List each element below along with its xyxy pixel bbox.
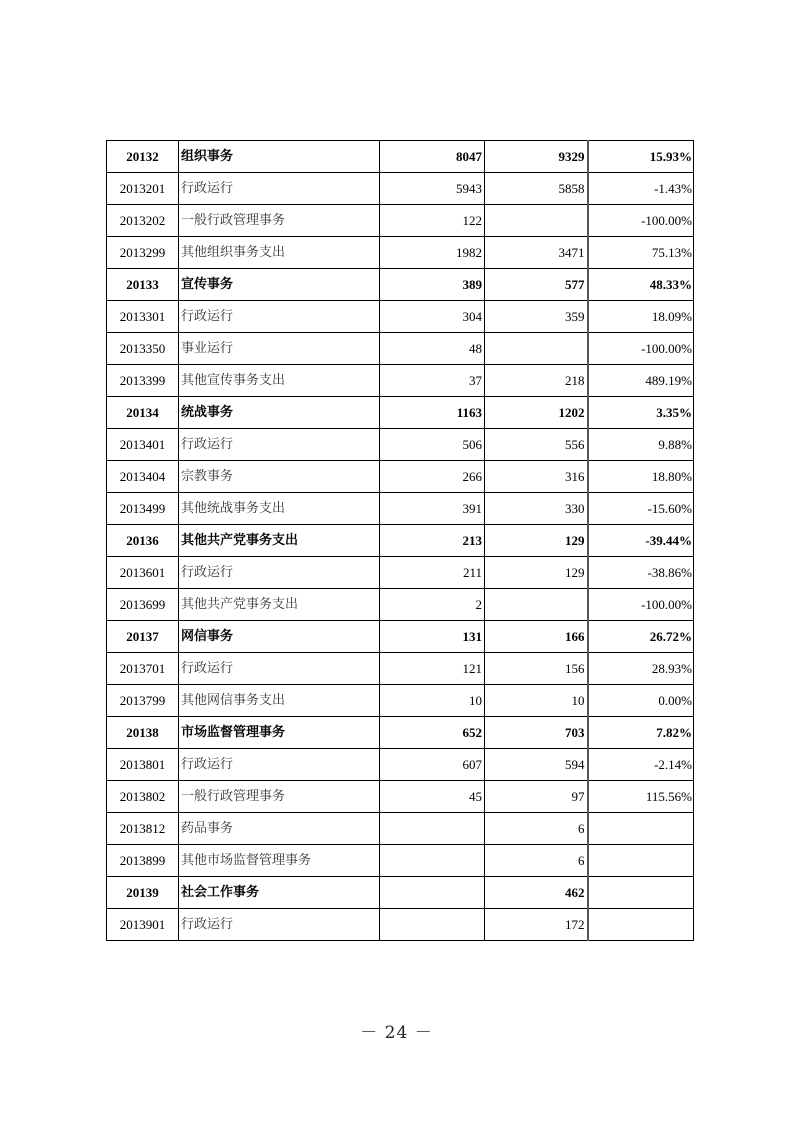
change-percent-text: -1.43% (654, 180, 692, 196)
current-year-value-text: 6 (578, 820, 585, 836)
change-percent-text: -15.60% (647, 500, 692, 516)
current-year-value-text: 166 (565, 628, 585, 644)
current-year-value-cell (485, 461, 588, 493)
current-year-value-cell (485, 877, 588, 909)
item-name-text: 其他网信事务支出 (181, 693, 286, 708)
prior-year-value-cell (380, 269, 485, 301)
page-number: － 24 － (360, 1023, 433, 1043)
prior-year-value-text: 48 (469, 340, 482, 356)
prior-year-value-text: 1163 (456, 404, 482, 420)
item-row (107, 781, 694, 813)
change-percent-text: 3.35% (656, 404, 692, 420)
change-percent-cell (588, 877, 694, 909)
account-code-text: 2013802 (119, 788, 166, 804)
account-code-cell (107, 685, 179, 717)
account-code-text: 2013812 (119, 820, 166, 836)
current-year-value-cell (485, 749, 588, 781)
account-code-cell (107, 717, 179, 749)
current-year-value-cell (485, 845, 588, 877)
item-row (107, 461, 694, 493)
prior-year-value-text: 389 (462, 276, 482, 292)
item-row (107, 429, 694, 461)
prior-year-value-text: 8047 (456, 148, 482, 164)
change-percent-text: -2.14% (654, 756, 692, 772)
item-name-cell (179, 493, 380, 525)
current-year-value-text: 218 (565, 372, 585, 388)
item-row (107, 365, 694, 397)
item-name-cell (179, 269, 380, 301)
account-code-cell (107, 557, 179, 589)
item-name-text: 网信事务 (181, 629, 234, 644)
account-code-text: 2013201 (119, 180, 166, 196)
item-row (107, 333, 694, 365)
item-name-text: 药品事务 (181, 821, 234, 836)
current-year-value-cell (485, 429, 588, 461)
change-percent-cell (588, 269, 694, 301)
account-code-cell (107, 301, 179, 333)
account-code-text: 20137 (126, 628, 159, 644)
prior-year-value-cell (380, 333, 485, 365)
current-year-value-cell (485, 653, 588, 685)
item-name-cell (179, 653, 380, 685)
change-percent-cell (588, 749, 694, 781)
account-code-text: 2013901 (119, 916, 166, 932)
account-code-text: 2013701 (119, 660, 166, 676)
change-percent-cell (588, 141, 694, 173)
prior-year-value-cell (380, 301, 485, 333)
account-code-cell (107, 365, 179, 397)
current-year-value-cell (485, 397, 588, 429)
current-year-value-text: 359 (565, 308, 585, 324)
prior-year-value-text: 652 (462, 724, 482, 740)
account-code-text: 2013601 (119, 564, 166, 580)
current-year-value-text: 1202 (558, 404, 585, 420)
item-name-cell (179, 877, 380, 909)
change-percent-cell (588, 909, 694, 941)
current-year-value-cell (485, 493, 588, 525)
account-code-cell (107, 269, 179, 301)
prior-year-value-text: 1982 (456, 244, 482, 260)
change-percent-cell (588, 845, 694, 877)
item-name-cell (179, 909, 380, 941)
category-row (107, 877, 694, 909)
item-name-text: 行政运行 (181, 565, 234, 580)
change-percent-cell (588, 717, 694, 749)
item-name-cell (179, 845, 380, 877)
prior-year-value-cell (380, 461, 485, 493)
change-percent-cell (588, 813, 694, 845)
prior-year-value-cell (380, 397, 485, 429)
item-row (107, 301, 694, 333)
account-code-cell (107, 653, 179, 685)
current-year-value-text: 156 (565, 660, 585, 676)
prior-year-value-text: 45 (469, 788, 482, 804)
prior-year-value-cell (380, 781, 485, 813)
account-code-cell (107, 461, 179, 493)
account-code-cell (107, 493, 179, 525)
current-year-value-text: 316 (565, 468, 585, 484)
change-percent-cell (588, 589, 694, 621)
change-percent-text: -100.00% (641, 340, 692, 356)
item-name-cell (179, 141, 380, 173)
current-year-value-text: 703 (565, 724, 585, 740)
table-body (107, 141, 694, 941)
change-percent-cell (588, 653, 694, 685)
change-percent-cell (588, 365, 694, 397)
item-row (107, 813, 694, 845)
item-name-text: 行政运行 (181, 661, 234, 676)
change-percent-cell (588, 333, 694, 365)
change-percent-text: 18.09% (651, 308, 692, 324)
account-code-cell (107, 877, 179, 909)
account-code-text: 20132 (126, 148, 159, 164)
account-code-cell (107, 621, 179, 653)
current-year-value-text: 330 (565, 500, 585, 516)
item-name-text: 行政运行 (181, 309, 234, 324)
prior-year-value-cell (380, 685, 485, 717)
item-name-cell (179, 237, 380, 269)
item-name-text: 一般行政管理事务 (181, 789, 286, 804)
item-name-cell (179, 173, 380, 205)
change-percent-text: 7.82% (656, 724, 692, 740)
account-code-text: 2013299 (119, 244, 166, 260)
item-name-cell (179, 589, 380, 621)
item-name-text: 宣传事务 (181, 277, 234, 292)
prior-year-value-cell (380, 205, 485, 237)
item-name-cell (179, 781, 380, 813)
account-code-cell (107, 525, 179, 557)
change-percent-text: 26.72% (649, 628, 692, 644)
current-year-value-text: 5858 (558, 180, 585, 196)
prior-year-value-text: 2 (475, 596, 482, 612)
prior-year-value-cell (380, 621, 485, 653)
item-name-text: 行政运行 (181, 917, 234, 932)
prior-year-value-cell (380, 653, 485, 685)
change-percent-text: 48.33% (649, 276, 692, 292)
current-year-value-text: 594 (565, 756, 585, 772)
item-name-cell (179, 525, 380, 557)
change-percent-text: 115.56% (645, 788, 692, 804)
item-name-text: 其他共产党事务支出 (181, 533, 299, 548)
item-name-text: 社会工作事务 (181, 885, 260, 900)
current-year-value-cell (485, 525, 588, 557)
item-name-text: 行政运行 (181, 757, 234, 772)
item-name-text: 其他统战事务支出 (181, 501, 286, 516)
item-row (107, 653, 694, 685)
category-row (107, 141, 694, 173)
item-name-text: 其他市场监督管理事务 (181, 853, 312, 868)
item-name-cell (179, 397, 380, 429)
prior-year-value-cell (380, 717, 485, 749)
change-percent-cell (588, 493, 694, 525)
account-code-cell (107, 237, 179, 269)
change-percent-text: 75.13% (651, 244, 692, 260)
prior-year-value-text: 5943 (456, 180, 482, 196)
account-code-cell (107, 205, 179, 237)
account-code-text: 2013350 (119, 340, 166, 356)
change-percent-cell (588, 397, 694, 429)
change-percent-text: 489.19% (645, 372, 692, 388)
item-row (107, 493, 694, 525)
item-name-cell (179, 365, 380, 397)
current-year-value-text: 129 (565, 564, 585, 580)
current-year-value-cell (485, 141, 588, 173)
change-percent-cell (588, 461, 694, 493)
change-percent-cell (588, 621, 694, 653)
current-year-value-text: 3471 (558, 244, 585, 260)
current-year-value-text: 9329 (558, 148, 585, 164)
current-year-value-cell (485, 173, 588, 205)
prior-year-value-text: 121 (462, 660, 482, 676)
change-percent-text: 15.93% (649, 148, 692, 164)
account-code-cell (107, 749, 179, 781)
item-name-text: 组织事务 (181, 149, 234, 164)
current-year-value-cell (485, 685, 588, 717)
prior-year-value-cell (380, 493, 485, 525)
change-percent-cell (588, 685, 694, 717)
item-name-cell (179, 717, 380, 749)
current-year-value-cell (485, 333, 588, 365)
current-year-value-text: 129 (565, 532, 585, 548)
item-name-cell (179, 621, 380, 653)
item-row (107, 909, 694, 941)
prior-year-value-text: 122 (462, 212, 482, 228)
category-row (107, 269, 694, 301)
change-percent-text: -100.00% (641, 212, 692, 228)
item-name-cell (179, 301, 380, 333)
account-code-cell (107, 141, 179, 173)
change-percent-cell (588, 237, 694, 269)
current-year-value-cell (485, 205, 588, 237)
account-code-text: 20138 (126, 724, 159, 740)
prior-year-value-cell (380, 525, 485, 557)
account-code-text: 2013899 (119, 852, 166, 868)
change-percent-cell (588, 781, 694, 813)
prior-year-value-text: 391 (462, 500, 482, 516)
current-year-value-cell (485, 301, 588, 333)
item-name-cell (179, 813, 380, 845)
item-name-cell (179, 333, 380, 365)
account-code-text: 2013301 (119, 308, 166, 324)
category-row (107, 717, 694, 749)
change-percent-cell (588, 173, 694, 205)
item-name-text: 事业运行 (181, 341, 234, 356)
current-year-value-text: 556 (565, 436, 585, 452)
item-name-text: 其他宣传事务支出 (181, 373, 286, 388)
prior-year-value-cell (380, 141, 485, 173)
current-year-value-cell (485, 781, 588, 813)
prior-year-value-text: 304 (462, 308, 482, 324)
prior-year-value-cell (380, 557, 485, 589)
current-year-value-text: 10 (571, 692, 585, 708)
change-percent-cell (588, 525, 694, 557)
item-name-text: 市场监督管理事务 (181, 725, 286, 740)
account-code-text: 2013404 (119, 468, 166, 484)
change-percent-text: 18.80% (651, 468, 692, 484)
change-percent-text: 28.93% (651, 660, 692, 676)
current-year-value-text: 172 (565, 916, 585, 932)
item-name-text: 行政运行 (181, 181, 234, 196)
account-code-cell (107, 333, 179, 365)
current-year-value-cell (485, 717, 588, 749)
current-year-value-cell (485, 621, 588, 653)
current-year-value-cell (485, 813, 588, 845)
category-row (107, 525, 694, 557)
item-name-text: 行政运行 (181, 437, 234, 452)
change-percent-text: -39.44% (645, 532, 692, 548)
prior-year-value-cell (380, 237, 485, 269)
prior-year-value-cell (380, 877, 485, 909)
change-percent-cell (588, 301, 694, 333)
item-row (107, 237, 694, 269)
change-percent-text: 0.00% (658, 692, 692, 708)
item-name-cell (179, 685, 380, 717)
current-year-value-text: 6 (578, 852, 585, 868)
prior-year-value-text: 10 (469, 692, 482, 708)
account-code-text: 2013202 (119, 212, 166, 228)
change-percent-cell (588, 557, 694, 589)
prior-year-value-cell (380, 173, 485, 205)
prior-year-value-text: 607 (462, 756, 482, 772)
item-name-text: 宗教事务 (181, 469, 234, 484)
item-row (107, 557, 694, 589)
prior-year-value-cell (380, 429, 485, 461)
account-code-cell (107, 813, 179, 845)
change-percent-text: -100.00% (641, 596, 692, 612)
account-code-text: 20134 (126, 404, 159, 420)
change-percent-cell (588, 205, 694, 237)
item-row (107, 845, 694, 877)
account-code-text: 2013799 (119, 692, 166, 708)
current-year-value-cell (485, 237, 588, 269)
account-code-cell (107, 909, 179, 941)
current-year-value-text: 577 (565, 276, 585, 292)
prior-year-value-text: 37 (469, 372, 482, 388)
prior-year-value-text: 213 (462, 532, 482, 548)
item-name-text: 其他共产党事务支出 (181, 597, 299, 612)
item-name-cell (179, 461, 380, 493)
item-row (107, 205, 694, 237)
prior-year-value-cell (380, 749, 485, 781)
item-name-cell (179, 429, 380, 461)
account-code-text: 2013499 (119, 500, 166, 516)
category-row (107, 397, 694, 429)
account-code-text: 2013801 (119, 756, 166, 772)
item-name-cell (179, 749, 380, 781)
current-year-value-text: 462 (565, 884, 585, 900)
item-row (107, 173, 694, 205)
current-year-value-cell (485, 269, 588, 301)
account-code-text: 2013399 (119, 372, 166, 388)
prior-year-value-cell (380, 909, 485, 941)
category-row (107, 621, 694, 653)
prior-year-value-cell (380, 589, 485, 621)
prior-year-value-cell (380, 365, 485, 397)
current-year-value-cell (485, 365, 588, 397)
current-year-value-cell (485, 909, 588, 941)
item-name-cell (179, 205, 380, 237)
item-row (107, 589, 694, 621)
account-code-text: 20136 (126, 532, 159, 548)
current-year-value-cell (485, 589, 588, 621)
account-code-text: 20139 (126, 884, 159, 900)
change-percent-text: -38.86% (647, 564, 692, 580)
item-row (107, 749, 694, 781)
prior-year-value-cell (380, 813, 485, 845)
current-year-value-cell (485, 557, 588, 589)
item-row (107, 685, 694, 717)
account-code-text: 2013699 (119, 596, 166, 612)
change-percent-cell (588, 429, 694, 461)
account-code-cell (107, 429, 179, 461)
item-name-text: 统战事务 (181, 405, 234, 420)
budget-expenditure-table (106, 140, 694, 941)
current-year-value-text: 97 (571, 788, 585, 804)
item-name-text: 其他组织事务支出 (181, 245, 286, 260)
account-code-text: 20133 (126, 276, 159, 292)
prior-year-value-text: 211 (462, 564, 482, 580)
prior-year-value-text: 131 (462, 628, 482, 644)
account-code-cell (107, 589, 179, 621)
prior-year-value-cell (380, 845, 485, 877)
change-percent-text: 9.88% (658, 436, 692, 452)
prior-year-value-text: 266 (462, 468, 482, 484)
account-code-text: 2013401 (119, 436, 166, 452)
account-code-cell (107, 781, 179, 813)
account-code-cell (107, 173, 179, 205)
item-name-text: 一般行政管理事务 (181, 213, 286, 228)
item-name-cell (179, 557, 380, 589)
account-code-cell (107, 845, 179, 877)
account-code-cell (107, 397, 179, 429)
prior-year-value-text: 506 (462, 436, 482, 452)
